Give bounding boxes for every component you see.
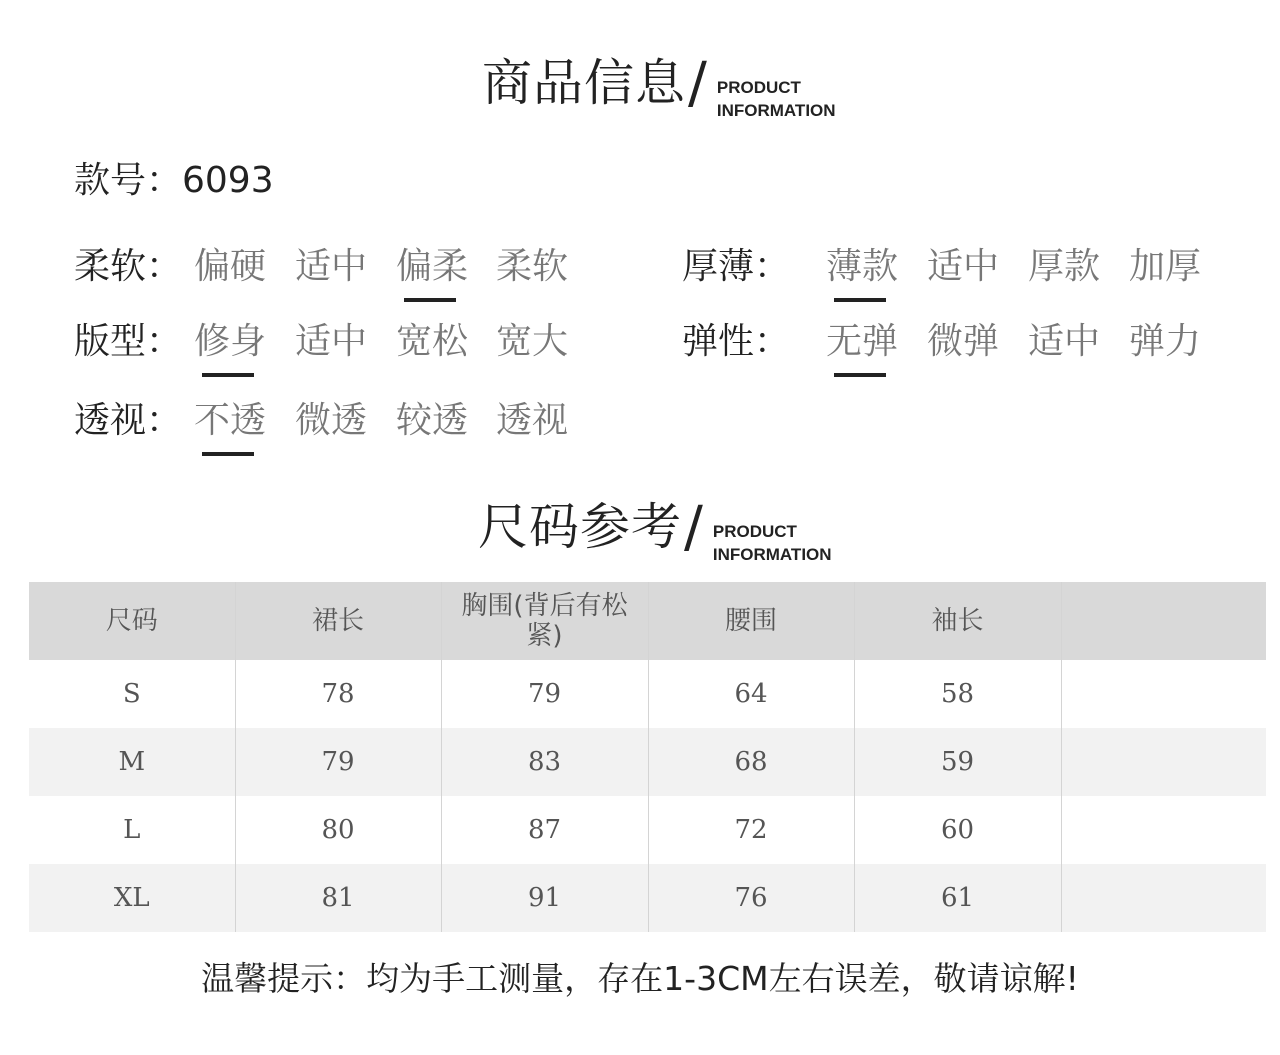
attribute-option-label: 修身 [193, 321, 266, 362]
attribute-option [925, 246, 1001, 288]
attribute-option-label: 较透 [395, 400, 468, 441]
selected-underline [834, 298, 886, 302]
attribute-option-selected [824, 321, 900, 363]
attribute-label: 弹性： [682, 321, 791, 362]
cell-size: M [29, 728, 235, 796]
cell-waist: 76 [648, 864, 854, 932]
size-reference-title: 尺码参考 [478, 498, 682, 556]
cell-bust: 83 [441, 728, 648, 796]
attribute-option-label: 适中 [294, 321, 367, 362]
attribute-option [1127, 246, 1203, 288]
attribute-option [394, 400, 470, 442]
cell-empty [1061, 864, 1266, 932]
product-info-heading [482, 51, 836, 120]
cell-empty [1061, 796, 1266, 864]
attribute-option-label: 适中 [926, 246, 999, 287]
table-row [29, 796, 1266, 864]
cell-sleeve-length: 61 [854, 864, 1061, 932]
cell-bust: 79 [441, 660, 648, 728]
header-size: 尺码 [29, 582, 235, 660]
product-info-subtitle [717, 76, 836, 122]
attribute-label: 柔软： [74, 246, 183, 287]
cell-waist: 64 [648, 660, 854, 728]
cell-bust: 91 [441, 864, 648, 932]
cell-empty [1061, 728, 1266, 796]
cell-waist: 68 [648, 728, 854, 796]
header-bust: 胸围(背后有松紧) [441, 582, 648, 660]
attribute-option [494, 400, 570, 442]
style-code: 款号：6093 [74, 160, 274, 201]
size-table [29, 582, 1266, 932]
cell-empty [1061, 660, 1266, 728]
attribute-option-label: 厚款 [1027, 246, 1100, 287]
heading-slash: / [688, 51, 707, 116]
attribute-option [293, 400, 369, 442]
attribute-option-selected [394, 246, 470, 288]
attribute-option-label: 偏硬 [193, 246, 266, 287]
cell-size: L [29, 796, 235, 864]
header-empty [1061, 582, 1266, 660]
cell-bust: 87 [441, 796, 648, 864]
header-skirt-length: 裙长 [235, 582, 441, 660]
header-sleeve-length: 袖长 [854, 582, 1061, 660]
cell-skirt-length: 80 [235, 796, 441, 864]
attribute-option-label: 加厚 [1128, 246, 1201, 287]
selected-underline [404, 298, 456, 302]
table-row [29, 660, 1266, 728]
attribute-option-label: 柔软 [495, 246, 568, 287]
subtitle-line-1: PRODUCT [716, 78, 801, 97]
attribute-label: 透视： [74, 400, 183, 441]
cell-size: S [29, 660, 235, 728]
cell-sleeve-length: 60 [854, 796, 1061, 864]
attribute-option [1026, 246, 1102, 288]
attribute-option-label: 适中 [1027, 321, 1100, 362]
selected-underline [834, 373, 886, 377]
attribute-label: 版型： [74, 321, 183, 362]
selected-underline [202, 373, 254, 377]
product-info-title: 商品信息 [482, 54, 686, 112]
size-reference-subtitle [713, 520, 832, 566]
cell-skirt-length: 78 [235, 660, 441, 728]
cell-skirt-length: 79 [235, 728, 441, 796]
measurement-note: 温馨提示：均为手工测量，存在1-3CM左右误差，敬请谅解! [201, 959, 1079, 998]
cell-skirt-length: 81 [235, 864, 441, 932]
attribute-option-label: 无弹 [825, 321, 898, 362]
table-row [29, 864, 1266, 932]
attribute-option-selected [824, 246, 900, 288]
attribute-option [394, 321, 470, 363]
subtitle-line-1: PRODUCT [712, 522, 797, 541]
attribute-row-elasticity [682, 321, 1242, 391]
attribute-option-label: 透视 [495, 400, 568, 441]
table-row [29, 728, 1266, 796]
attribute-option [192, 246, 268, 288]
attribute-option-label: 弹力 [1128, 321, 1201, 362]
attribute-option [293, 321, 369, 363]
table-header-row [29, 582, 1266, 660]
attribute-option [494, 321, 570, 363]
subtitle-line-2: INFORMATION [712, 545, 832, 564]
attribute-option [925, 321, 1001, 363]
attribute-option-selected [192, 400, 268, 442]
heading-slash: / [684, 495, 703, 560]
cell-waist: 72 [648, 796, 854, 864]
attribute-option-label: 适中 [294, 246, 367, 287]
header-waist: 腰围 [648, 582, 854, 660]
attribute-option [494, 246, 570, 288]
subtitle-line-2: INFORMATION [716, 101, 836, 120]
attribute-row-transparency [74, 400, 634, 470]
attribute-row-thickness [682, 246, 1242, 316]
attribute-option-label: 宽松 [395, 321, 468, 362]
attribute-row-fit [74, 321, 634, 391]
cell-size: XL [29, 864, 235, 932]
attribute-option [293, 246, 369, 288]
selected-underline [202, 452, 254, 456]
size-reference-heading [478, 495, 832, 564]
attribute-option [1026, 321, 1102, 363]
attribute-option [1127, 321, 1203, 363]
attribute-option-label: 微弹 [926, 321, 999, 362]
attribute-row-softness [74, 246, 634, 316]
cell-sleeve-length: 59 [854, 728, 1061, 796]
cell-sleeve-length: 58 [854, 660, 1061, 728]
attribute-option-label: 宽大 [495, 321, 568, 362]
attribute-option-label: 不透 [193, 400, 266, 441]
attribute-option-label: 薄款 [825, 246, 898, 287]
attribute-label: 厚薄： [682, 246, 791, 287]
attribute-option-label: 微透 [294, 400, 367, 441]
attribute-option-selected [192, 321, 268, 363]
attribute-option-label: 偏柔 [395, 246, 468, 287]
